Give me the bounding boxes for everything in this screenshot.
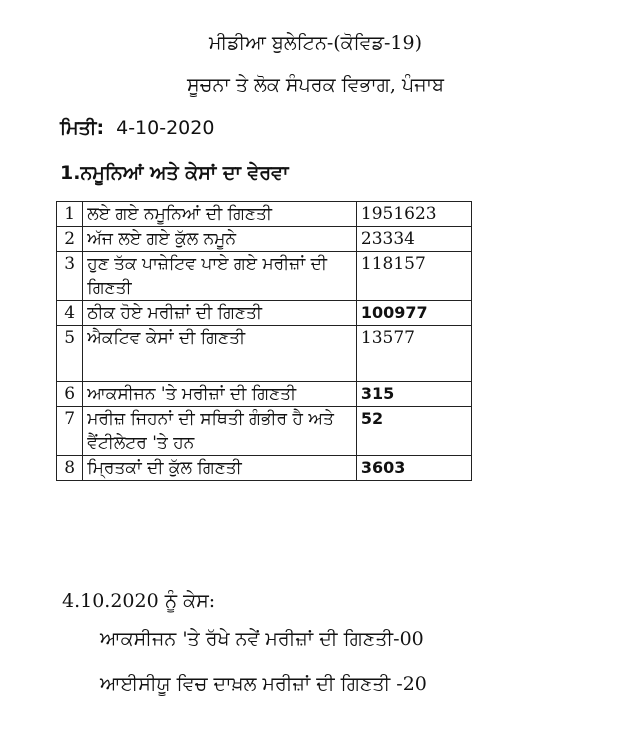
date-label: ਮਿਤੀ: bbox=[60, 117, 105, 139]
bulletin-title: ਮੀਡੀਆ ਬੁਲੇਟਿਨ-(ਕੋਵਿਡ-19) bbox=[208, 32, 423, 54]
row-label: ਮ੍ਰਿਤਕਾਂ ਦੀ ਕੁੱਲ ਗਿਣਤੀ bbox=[83, 456, 357, 481]
section-heading: 1.ਨਮੂਨਿਆਂ ਅਤੇ ਕੇਸਾਂ ਦਾ ਵੇਰਵਾ bbox=[60, 162, 289, 184]
row-value: 315 bbox=[356, 382, 471, 407]
row-label: ਹੁਣ ਤੱਕ ਪਾਜ਼ੇਟਿਵ ਪਾਏ ਗਏ ਮਰੀਜ਼ਾਂ ਦੀ ਗਿਣਤੀ bbox=[83, 252, 357, 301]
table-row bbox=[57, 252, 472, 301]
department-name: ਸੂਚਨਾ ਤੇ ਲੋਕ ਸੰਪਰਕ ਵਿਭਾਗ, ਪੰਜਾਬ bbox=[187, 74, 444, 96]
row-number: 4 bbox=[57, 301, 83, 326]
table-row bbox=[57, 301, 472, 326]
row-number: 2 bbox=[57, 227, 83, 252]
row-label: ਲਏ ਗਏ ਨਮੂਨਿਆਂ ਦੀ ਗਿਣਤੀ bbox=[83, 202, 357, 227]
new-oxygen-cases: ਆਕਸੀਜਨ 'ਤੇ ਰੱਖੇ ਨਵੇਂ ਮਰੀਜ਼ਾਂ ਦੀ ਗਿਣਤੀ-00 bbox=[100, 628, 424, 650]
row-label: ਅੱਜ ਲਏ ਗਏ ਕੁੱਲ ਨਮੂਨੇ bbox=[83, 227, 357, 252]
row-label: ਐਕਟਿਵ ਕੇਸਾਂ ਦੀ ਗਿਣਤੀ bbox=[83, 326, 357, 382]
row-value: 23334 bbox=[356, 227, 471, 252]
row-number: 3 bbox=[57, 252, 83, 301]
table-row bbox=[57, 456, 472, 481]
row-number: 7 bbox=[57, 407, 83, 456]
table-row bbox=[57, 227, 472, 252]
row-value: 52 bbox=[356, 407, 471, 456]
date-value: 4-10-2020 bbox=[116, 117, 215, 139]
row-value: 100977 bbox=[356, 301, 471, 326]
table-row bbox=[57, 326, 472, 382]
row-value: 118157 bbox=[356, 252, 471, 301]
row-number: 1 bbox=[57, 202, 83, 227]
row-value: 3603 bbox=[356, 456, 471, 481]
stats-table bbox=[56, 201, 472, 481]
table-row bbox=[57, 382, 472, 407]
icu-admissions: ਆਈਸੀਯੂ ਵਿਚ ਦਾਖ਼ਲ ਮਰੀਜ਼ਾਂ ਦੀ ਗਿਣਤੀ -20 bbox=[100, 673, 427, 695]
row-number: 6 bbox=[57, 382, 83, 407]
table-row bbox=[57, 202, 472, 227]
row-number: 8 bbox=[57, 456, 83, 481]
row-label: ਆਕਸੀਜਨ 'ਤੇ ਮਰੀਜ਼ਾਂ ਦੀ ਗਿਣਤੀ bbox=[83, 382, 357, 407]
table-row bbox=[57, 407, 472, 456]
date-line bbox=[60, 115, 214, 141]
cases-heading: 4.10.2020 ਨੂੰ ਕੇਸ: bbox=[62, 590, 216, 612]
row-label: ਮਰੀਜ਼ ਜਿਹਨਾਂ ਦੀ ਸਥਿਤੀ ਗੰਭੀਰ ਹੈ ਅਤੇ ਵੈਂਟੀਲੇਟਰ 'ਤੇ ਹਨ bbox=[83, 407, 357, 456]
row-number: 5 bbox=[57, 326, 83, 382]
row-value: 13577 bbox=[356, 326, 471, 382]
row-label: ਠੀਕ ਹੋਏ ਮਰੀਜ਼ਾਂ ਦੀ ਗਿਣਤੀ bbox=[83, 301, 357, 326]
row-value: 1951623 bbox=[356, 202, 471, 227]
